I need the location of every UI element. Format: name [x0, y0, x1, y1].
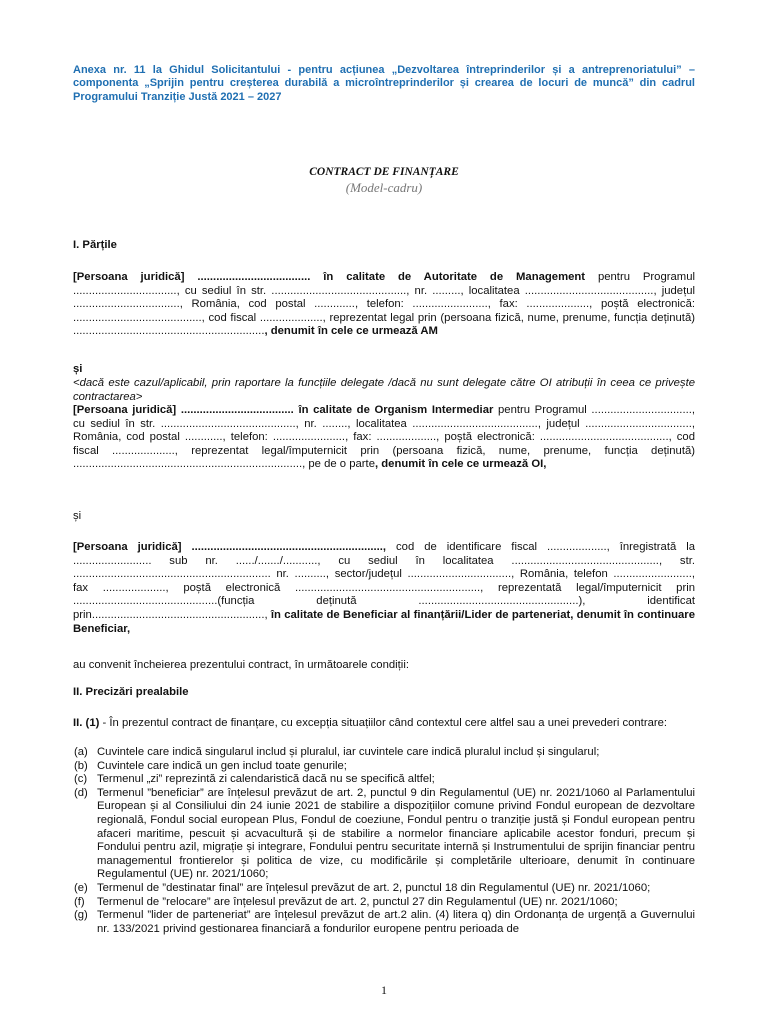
definitions-list — [73, 746, 695, 936]
list-item-text: Termenul ”lider de parteneriat” are înțelesul prevăzut de art.2 alin. (4) litera q) din Ordonanța de urgență a Guvernului nr. 133/2021 privind gestionarea financiară a fondurilor europene pentru perioada de — [97, 909, 695, 935]
party-managing-authority — [73, 271, 695, 339]
list-item — [73, 882, 695, 896]
party-intermediate-body — [73, 404, 695, 472]
party-ben-suffix: în calitate de Beneficiar al finanțării/Lider de parteneriat, denumit în continuare Beneficiar, — [73, 608, 695, 635]
list-item — [73, 787, 695, 882]
list-item — [73, 760, 695, 774]
preliminary-intro-text: - În prezentul contract de finanțare, cu excepția situațiilor când contextul cere altfel sau a unei prevederi contrare: — [99, 717, 668, 729]
contract-subtitle: (Model-cadru) — [345, 180, 423, 195]
party-oi-details: pentru Programul ................................, cu sediul în str. ..........................................., nr. ........, localitatea ........................................, județul .................................., România, cod postal ............, telefon: ......................., fax: ..................., poștă electronică: ........................................., cod fiscal ...................., reprezentat legal/împuternicit prin (persoana fizică, nume, prenume, funcția deținută) ........................................................................., pe de o parte — [73, 404, 695, 471]
party-beneficiary — [73, 541, 695, 636]
list-marker: (d) — [74, 786, 88, 799]
list-marker: (b) — [74, 759, 88, 772]
preliminary-intro — [73, 717, 695, 731]
section-heading-parties: I. Părțile — [73, 239, 117, 251]
annex-header: Anexa nr. 11 la Ghidul Solicitantului - pentru acțiunea „Dezvoltarea întreprinderilor și a antreprenoriatului” – componenta „Sprijin pentru creșterea durabilă a microîntreprinderilor și crearea de locuri de muncă” din cadrul Programului Tranziție Justă 2021 – 2027 — [73, 64, 695, 103]
intermediate-body-note: <dacă este cazul/aplicabil, prin raportare la funcțiile delegate /dacă nu sunt delegate către OI atribuții în ceea ce privește contractarea> — [73, 377, 695, 403]
list-item — [73, 896, 695, 910]
list-item — [73, 746, 695, 760]
party-am-suffix: , denumit în cele ce urmează AM — [264, 325, 438, 338]
list-item-text: Termenul „zi” reprezintă zi calendaristică dacă nu se specifică altfel; — [97, 773, 435, 786]
page-number: 1 — [381, 983, 387, 997]
list-marker: (e) — [74, 881, 88, 894]
list-marker: (f) — [74, 895, 85, 908]
list-marker: (g) — [74, 909, 88, 922]
list-marker: (c) — [74, 773, 88, 786]
agreement-sentence: au convenit încheierea prezentului contract, în următoarele condiții: — [73, 659, 409, 671]
list-item-text: Cuvintele care indică un gen includ toate genurile; — [97, 759, 347, 772]
party-am-details: pentru Programul ................................., cu sediul în str. ..........................................., nr. ........., localitatea ........................................., județul .................................., România, cod postal ............., telefon: ........................, fax: ...................., poștă electronică: ........................................., cod fiscal ...................., reprezentat legal prin (persoana fizică, nume, prenume, funcția deținută) ............................................................. — [73, 271, 696, 338]
preliminary-intro-label: II. (1) — [73, 717, 100, 729]
list-item-text: Termenul de ”destinatar final” are înțelesul prevăzut de art. 2, punctul 18 din Regulamentul (UE) nr. 2021/1060; — [97, 881, 651, 894]
party-ben-details: cod de identificare fiscal ..................., înregistrată la ......................... sub nr. ....../......./..........., cu sediul în localitatea ..............................................., str. ............................................................... nr. .........., sector/județul ................................., România, telefon ........................., fax ...................., poștă electronică ..........................................................., reprezentată legal/împuternicit prin ..............................................(funcția deținută ...................................................), identificat prin......................................................., — [73, 541, 695, 621]
party-oi-suffix: , denumit în cele ce urmează OI, — [374, 458, 547, 471]
party-oi-label: [Persoana juridică] .................................... în calitate de Organism Intermediar — [73, 404, 494, 416]
list-item-text: Termenul de ”relocare” are înțelesul prevăzut de art. 2, punctul 27 din Regulamentul (UE) nr. 2021/1060; — [97, 895, 618, 908]
list-item — [73, 909, 695, 936]
list-item-text: Termenul ”beneficiar” are înțelesul prevăzut de art. 2, punctul 9 din Regulamentul (UE) nr. 2021/1060 al Parlamentului European și al Consiliului din 24 iunie 2021 de stabilire a dispozițiilor comune privind Fondul european de dezvoltare regională, Fondul social european Plus, Fondul de coeziune, Fondul pentru o tranziție justă și Fondul european pentru afaceri maritime, pescuit și acvacultură și de stabilire a normelor financiare aplicabile acestor fonduri, precum și Fondului pentru azil, migrație și integrare, Fondului pentru securitate internă și Instrumentului de sprijin financiar pentru managementul frontierelor și politica de vize, cu modificările și completările ulterioare, denumit în continuare Regulamentul (UE) nr. 2021/1060; — [97, 786, 695, 881]
list-marker: (a) — [74, 746, 88, 758]
party-am-label: [Persoana juridică] .................................... în calitate de Autoritate de Management — [73, 271, 586, 283]
conjunction-and-2: și — [73, 510, 82, 522]
section-heading-preliminary: II. Precizări prealabile — [73, 686, 189, 698]
list-item — [73, 773, 695, 787]
contract-title: CONTRACT DE FINANȚARE — [309, 166, 459, 178]
party-ben-label: [Persoana juridică] ............................................................., — [73, 541, 387, 553]
conjunction-and-1: și — [73, 363, 83, 375]
list-item-text: Cuvintele care indică singularul includ și pluralul, iar cuvintele care indică pluralul includ și singularul; — [97, 746, 600, 758]
